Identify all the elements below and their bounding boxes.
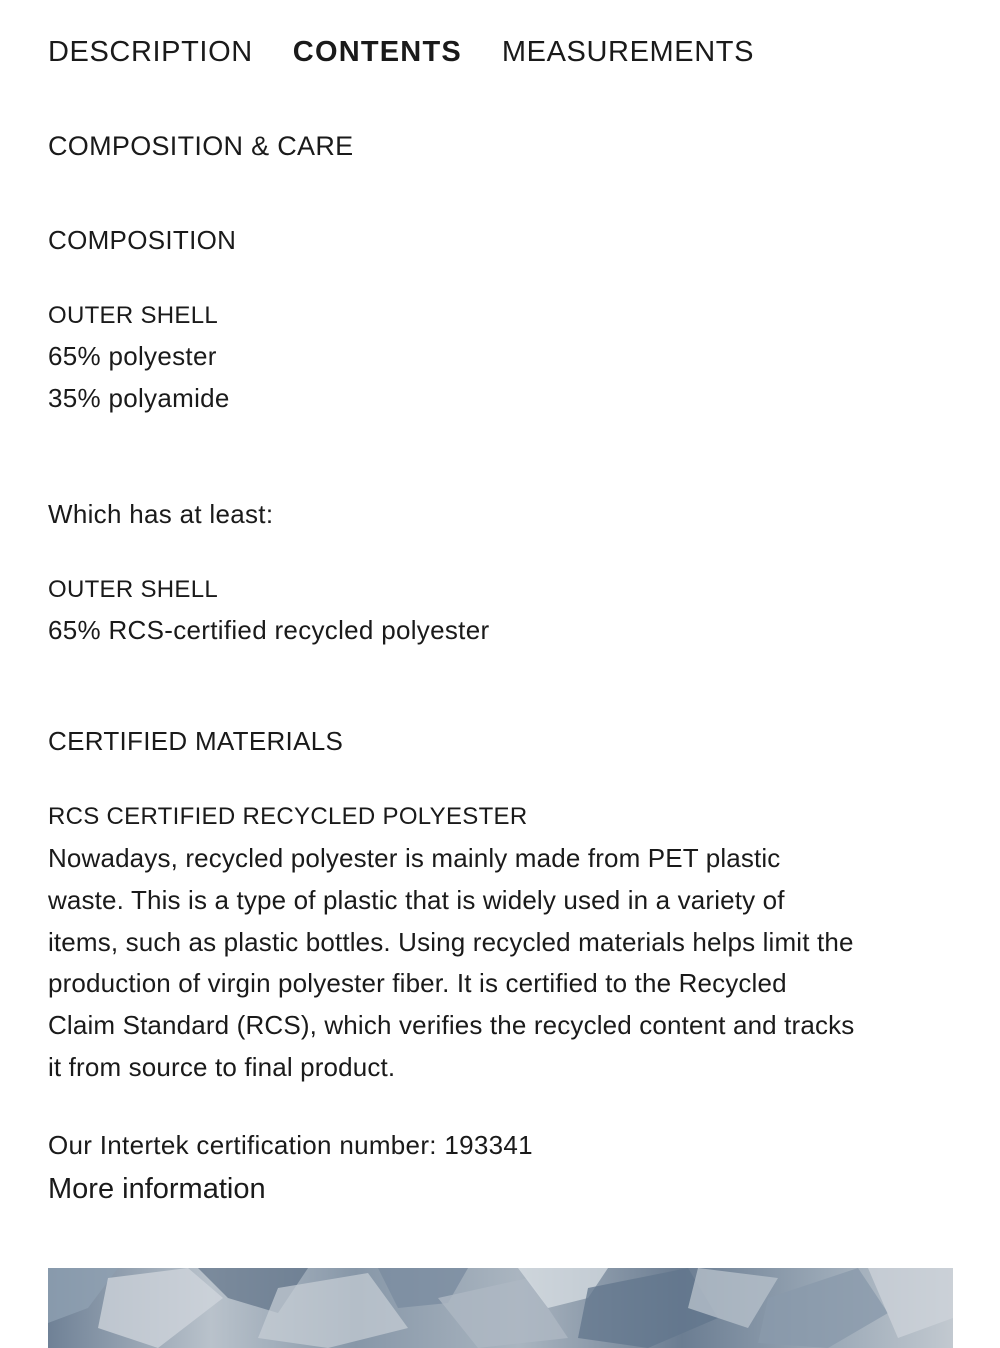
recycled-composition-line: 65% RCS-certified recycled polyester <box>48 615 490 645</box>
certified-materials-heading: CERTIFIED MATERIALS <box>48 726 344 756</box>
paragraph-line: waste. This is a type of plastic that is widely used in a variety of <box>48 884 785 915</box>
paragraph-line: Claim Standard (RCS), which verifies the recycled content and tracks <box>48 1010 855 1041</box>
paragraph-line: items, such as plastic bottles. Using recycled materials helps limit the <box>48 926 854 957</box>
outer-shell-label: OUTER SHELL <box>48 302 219 329</box>
tab-bar <box>48 30 754 74</box>
section-title: COMPOSITION & CARE <box>48 131 354 161</box>
tab-contents[interactable]: CONTENTS <box>292 36 462 68</box>
paragraph-line: Nowadays, recycled polyester is mainly made from PET plastic <box>48 843 781 873</box>
tab-measurements[interactable]: MEASUREMENTS <box>501 36 755 68</box>
composition-heading: COMPOSITION <box>48 225 237 255</box>
certification-number: Our Intertek certification number: 193341 <box>48 1130 533 1160</box>
paragraph-line: it from source to final product. <box>48 1051 396 1082</box>
paragraph-line: production of virgin polyester fiber. It is certified to the Recycled <box>48 968 787 999</box>
tab-description[interactable]: DESCRIPTION <box>48 36 253 68</box>
recycled-material-image <box>48 1268 953 1348</box>
rcs-subheading: RCS CERTIFIED RECYCLED POLYESTER <box>48 803 528 830</box>
outer-shell-label-recycled: OUTER SHELL <box>48 576 219 603</box>
rcs-description <box>48 838 963 1089</box>
composition-line: 65% polyester <box>48 341 217 371</box>
composition-line: 35% polyamide <box>48 383 230 413</box>
at-least-intro: Which has at least: <box>48 499 274 529</box>
image-texture <box>48 1268 953 1348</box>
more-information-link[interactable]: More information <box>48 1173 266 1205</box>
